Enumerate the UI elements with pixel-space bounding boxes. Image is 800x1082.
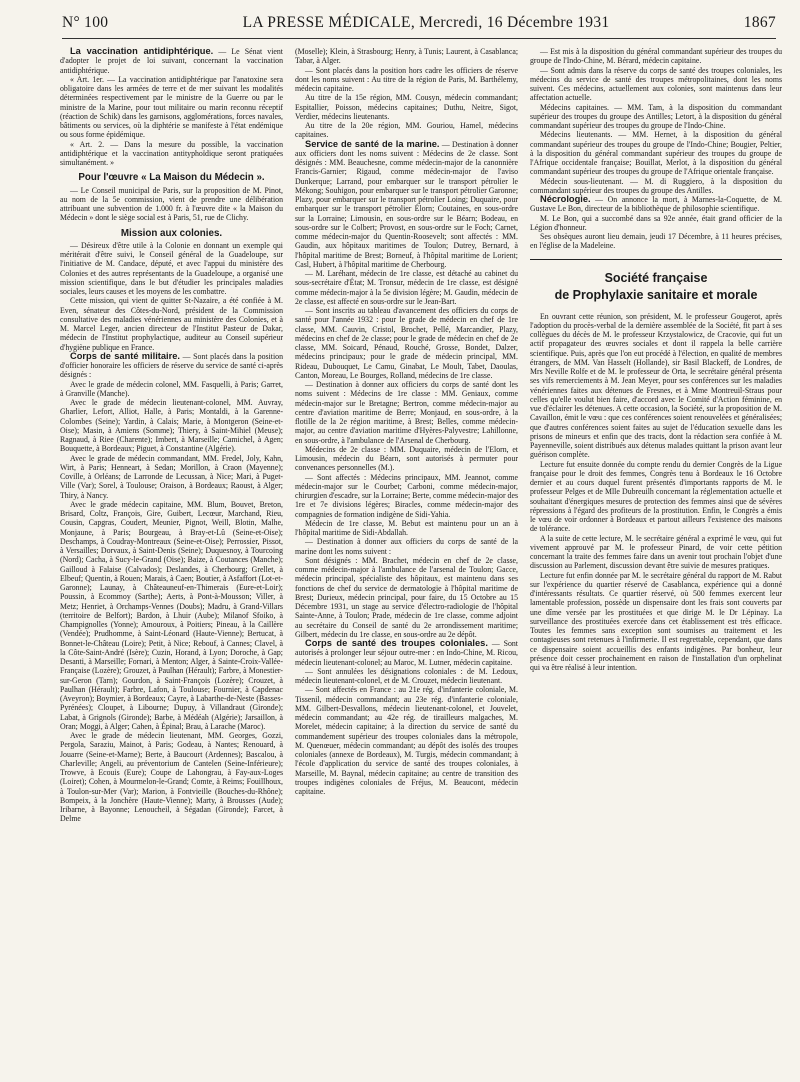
paragraph: Cette mission, qui vient de quitter St-Nazaire, a été confiée à M. Even, sénateur des Côtes-du-Nord, président de la Commission consultative des maladies vénériennes au ministère des Colonies, et à M. Marcel Leger, ancien directeur de l'Institut Pasteur de Dakar, médecin de l'Institut prophylactique, auditeur au Conseil supérieur d'hygiène publique en France. — [60, 296, 283, 352]
societe-title-line-1: Société française — [604, 270, 708, 285]
section-divider — [530, 259, 782, 260]
article-title: Nécrologie. — [540, 194, 591, 204]
paragraph: Médecins de 2e classe : MM. Duquaire, médecin de l'Elorn, et Limousin, médecin du Béarn, sont autorisés à permuter pour convenances personnelles (M.). — [295, 444, 518, 473]
paragraph: — Désireux d'être utile à la Colonie en donnant un exemple qui méritérait d'être suivi, le Conseil général de la Guadeloupe, sur l'initiative de M. Candace, député, et avec l'appui du ministère des Colonies et des autres représentants de la Guadeloupe, a organisé une mission scientifique, dans le but d'étudier les principales maladies sociales, leurs causes et les moyens de les combattre. — [60, 240, 283, 296]
paragraph: A la suite de cette lecture, M. le secrétaire général a exprimé le vœu, qui fut vivement approuvé par M. le professeur Pinard, de voir cette pétition concernant la traite des femmes faire dans un avenir tout prochain l'objet d'une discussion au Parlement, discussion devant être suivie de mesures pratiques. — [530, 533, 782, 571]
section-title-mission: Mission aux colonies. — [120, 227, 223, 239]
paragraph: (Moselle); Klein, à Strasbourg; Henry, à Tunis; Laurent, à Casablanca; Tabar, à Alger. — [295, 47, 518, 66]
paragraph: « Art. 2. — Dans la mesure du possible, la vaccination antidiphtérique et la vaccination antityphoïdique seront pratiquées simultanément. » — [60, 139, 283, 167]
column-1 — [60, 47, 283, 824]
paragraph: En ouvrant cette réunion, son président, M. le professeur Gougerot, après l'adoption du procès-verbal de la dernière assemblée de la Société, fit part à ses collègues du décès de M. le professeur Krzystalowicz, de Cracovie, qui fut un actif propagateur des œuvres sociales et dont il rappela la belle carrière scientifique. Puis, après que l'on eut procédé à l'élection, en qualité de membres étrangers, de MM. Van Hasselt (Hollande), sir Basil Blackeff, de Londres, de Mrs Neville Rolfe et de M. le professeur de Orta, le secrétaire général présenta ses vifs remerciements à M. Jean Meyer, pour ses conférences sur les maladies vénériennes faites aux détenues de Fresnes, et à Mme Montreuil-Straus pour celles qu'elle voulut bien faire, d'accord avec le Comité d'Action féminine, en vue d'éclairer les détenues. A cette occasion, la Société, sur la proposition de M. Cavaillon, émit le vœu : que ces conférences soient renouvelées et généralisées; que d'autres conférences soient faites au sujet de l'éducation sexuelle dans les prisons de mineurs et enfin que des tracts, dont la rédaction sera confiée à M. Payenneville, soient distribués aux détenus malades quittant la prison avant leur guérison complète. — [530, 311, 782, 460]
page-number: 1867 — [743, 14, 776, 31]
paragraph: — Destination à donner aux officiers du corps de santé de la marine dont les noms suivent : — [295, 537, 518, 556]
paragraph: — Sont placés dans la position hors cadre les officiers de réserve dont les noms suivent : Au titre de la région de Paris, M. Barthélemy, médecin capitaine. — [295, 65, 518, 93]
paragraph: Lecture fut enfin donnée par M. le secrétaire général du rapport de M. Rabut sur l'expérience du quartier réservé de Casablanca, expérience qui a donné d'intéressants résultats. Ce quartier réservé, où 500 femmes exercent leur lamentable profession, possède un dispensaire dont les frais sont couverts par une dîme versée par les prostituées et que dirige M. le Dr Lépinay. La surveillance des prostituées exercée dans cet établissement est très efficace. Toutes les femmes sans exception sont soumises au traitement et les contagieuses sont retenues à l'infirmerie. Il est regrettable, cependant, que dans ce dispensaire soient accueillis des enfants indigènes. Par bonheur, leur présence doit cesser prochainement en raison de l'installation d'un orphelinat qui va être réalisé à leur intention. — [530, 570, 782, 672]
article-title: Corps de santé des troupes coloniales. — [305, 638, 488, 648]
paragraph: Médecins capitaines. — MM. Tam, à la disposition du commandant supérieur des troupes du groupe des Antilles; Letort, à la disposition du général commandant supérieur des troupes du groupe de l'Indo-Chine. — [530, 102, 782, 130]
page-header — [62, 14, 776, 36]
article-title: Service de santé de la marine. — [305, 138, 440, 149]
section-title-maison: Pour l'œuvre « La Maison du Médecin ». — [78, 172, 265, 184]
paragraph: Médecins lieutenants. — MM. Hernet, à la disposition du général commandant supérieur des troupes du groupe de l'Indo-Chine; Bougier, Peltier, à la disposition du général commandant supérieur des troupes du groupe de l'Afrique occidentale française; Bouillat, Merlot, à la disposition du général commandant supérieur des troupes du groupe de l'Afrique orientale française. — [530, 130, 782, 177]
article-coloniales: Corps de santé des troupes coloniales. — Sont autorisés à prolonger leur séjour outre-mer : en Indo-Chine, M. Ricou, médecin lieutenant-colonel; au Maroc, M. Lutner, médecin capitaine. — [295, 638, 518, 667]
paragraph: Médecin de 1re classe, M. Bebut est maintenu pour un an à l'hôpital maritime de Sidi-Abdallah. — [295, 518, 518, 537]
societe-title-line-2: de Prophylaxie sanitaire et morale — [554, 287, 758, 302]
issue-number: N° 100 — [62, 14, 109, 31]
paragraph: « Art. 1er. — La vaccination antidiphtérique par l'anatoxine sera obligatoire dans les armées de terre et de mer suivant les modalités déterminées respectivement par le ministre de la Guerre ou par le ministre de la Marine, pour tout militaire ou marin reconnu réceptif (réaction de Schik) dans les garnisons, agglomérations, forces navales, bâtiments ou services, où la diphtérie se manifeste à l'état endémique ou sous forme épidémique. — [60, 74, 283, 140]
paragraph: Lecture fut ensuite donnée du compte rendu du dernier Congrès de la Ligue française pour le droit des femmes, Congrès tenu à Bordeaux le 16 Octobre dernier et au cours duquel furent présentés d'importants rapports de M. le professeur Pelges et de Mlle Dubreuilh concernant la réglementation actuelle et souhaitant d'énergiques mesures de protection des femmes ainsi que de sévères répressions à l'égard des profiteurs de la prostitution. Enfin, le Congrès a émis le vœu de voir ordonner à Bordeaux et partout ailleurs l'existence des maisons de tolérance. — [530, 459, 782, 534]
article-vaccination: La vaccination antidiphtérique. — Le Sénat vient d'adopter le projet de loi suivant, concernant la vaccination antidiphtérique. — [60, 46, 283, 75]
paragraph: — Sont admis dans la réserve du corps de santé des troupes coloniales, les médecins du service de santé des troupes métropolitaines, dont les noms suivent. Ces médecins, actuellement aux colonies, sont maintenus dans leur affectation actuelle. — [530, 65, 782, 103]
paragraph: Avec le grade de médecin colonel, MM. Fasquelli, à Paris; Garret, à Granville (Manche). — [60, 379, 283, 398]
paragraph: Avec le grade de médecin lieutenant-colonel, MM. Auvray, Gharlier, Lefort, Alliot, Halle, à Paris; Montaldi, à la Garenne-Colombes (Seine); Yardin, à Calais; Marie, à Montgeron (Seine-et-Oise); Masin, à Amiens (Somme); Thiery, à Saint-Mihiel (Meuse); Ragnaud, à Riee (Charente); Imbert, à Marseille; Camichel, à Agen; Bouquette, à Bordeaux; Piguet, à Constantine (Algérie). — [60, 398, 283, 454]
paragraph: Médecin sous-lieutenant. — M. di Ruggiero, à la disposition du commandant supérieur des troupes du groupe des Antilles. — [530, 176, 782, 195]
societe-heading — [530, 270, 782, 304]
paragraph: — Le Conseil municipal de Paris, sur la proposition de M. Pinot, au nom de la 5e commission, vient de prendre une délibération attribuant une subvention de 1.000 fr. à l'œuvre dite « la Maison du Médecin » dont le siège social est à Paris, 51, rue de Clichy. — [60, 185, 283, 223]
paragraph: — Destination à donner aux officiers du corps de santé dont les noms suivent : Médecins de 1re classe : MM. Geniaux, comme médecin-major sur le Bretagne; Bertron, comme médecin-major au centre d'aviation maritime de Berre; Monjaud, en sous-ordre, à la flotille de la 2e région maritime, à Brest; Belles, comme médecin-major, au centre d'aviation maritime d'Hyères-Palyvestre; Lahillonne, en sous-ordre, à l'ambulance de l'Arsenal de Cherbourg. — [295, 380, 518, 445]
paragraph: — Sont affectés en France : au 21e rég. d'infanterie coloniale, M. Tissenil, médecin commandant; au 23e rég. d'infanterie coloniale, MM. Gilbert-Desvallons, médecin lieutenant-colonel, et Jouvelet, médecin commandant; au 42e rég. de tirailleurs malgaches, M. Morelet, médecin capitaine; à la direction du service de santé du commandement supérieur des troupes coloniales dans la métropole, M. Quenœuer, médecin commandant; au dépôt des isolés des troupes coloniales (annexe de Bordeaux), M. Turgis, médecin commandant; à l'école d'application du service de santé des troupes coloniales, à Marseille, M. Baynal, médecin capitaine; au centre de transition des troupes indigènes coloniales de Fréjus, M. Beaucont, médecin capitaine. — [295, 685, 518, 796]
paragraph: — Sont affectés : Médecins principaux, MM. Jeannot, comme médecin-major sur le Courbet; Carboni, comme médecin-major, chirurgien d'escadre, sur la Lorraine; Berte, comme médecin-major des 1re et 7e divisions légères; Biracles, comme médecin-major des compagnies de formation indigène de Sidi-Yahia. — [295, 472, 518, 519]
paragraph: Avec le grade médecin capitaine, MM. Blum, Bouvet, Breton, Brisard, Coltz, François, Gire, Guibert, Lecœur, Marchand, Rieu, Cousin, Capgras, Coudert, Meunier, Pignot, Weill, Blotin, Malhe, Monjaune, à Paris; Bourgeau, à Bray-et-Lû (Seine-et-Oise); Deschamps, à Coudray-Montreaux (Seine-et-Oise); Perrossier, Pissot, à Versailles; Dorvaux, à Saint-Denis (Seine); Duquesnoy, à Tourcoing (Nord); Cacha, à Sucy-le-Grand (Oise); Baize, à Coutances (Manche); Gailloud à Falaise (Calvados); Deslandes, à Cherbourg; Grellet, à Elbeuf; Quentin, à Rouen; Marais, à Caen; Boutier, à Asfaffort (Lot-et-Garonne); Launay, à Châteauneuf-en-Thimerais (Eure-et-Loir); Poussin, à Ecommoy (Sarthe); Aerts, à Pont-à-Mousson; Viller, à Metz; Henriet, à Orchamps-Vennes (Doubs); Madru, à Grand-Villars (territoire de Belfort); Bardon, à Lhuir (Aube); Milanof Sfoiko, à Champignolles (Yonne); Amouroux, à Poitiers; Pineau, à la Caillère (Vendée); Prudhomme, à Saint-Léonard (Haute-Vienne); Bertucat, à Bonnet-le-Château (Loire); Petit, à Nice; Rebouf, à Cannes; Clavel, à la Côte-Saint-André (Isère); Cuzin, Horand, à Lyon; Doroche, à Gap; Desanti, à Marseille; Fornari, à Menton; Alger, à Sainte-Croix-Vallée-Française (Lozère); Grouzet, à Paulhan (Hérault); Farbre, à Monestier-sur-Geron (Tarn); Gourdon, à Saint-François (Lozère); Crouzet, à Paulhan (Hérault); Farbre, Lafon, à Toulouse; Fournier, à Capdenac (Aveyron); Boymier, à Bordeaux; Cayre, à Labarthe-de-Neste (Basses-Pyrénées); Cloupet, à Libourne; Dupuy, à Villandraut (Gironde); Labat, à Grignols (Gironde); Barbe, à Médéah (Algérie); Jarsaillon, à Oran; Moggi, à Alger; Cahen, à Épinal; Brau, à Larache (Maroc). — [60, 499, 283, 731]
paragraph: Sont désignés : MM. Brachet, médecin en chef de 2e classe, comme médecin-major à l'ambulance de l'arsenal de Toulon; Gacce, médecin principal, spécialiste des hôpitaux, est maintenu dans ses fonctions de chef du service de dermatologie à l'hôpital maritime de Brest; Durieux, médecin principal, pour faire, du 15 Octobre au 15 Décembre 1931, un stage au service d'électro-radiologie de l'hôpital Sainte-Anne, à Toulon; Prade, médecin de 1re classe, comme adjoint au secrétaire du Conseil de santé du 2e arrondissement maritime; Gilbert, médecin du 1re classe, en sous-ordre au 2e dépôt. — [295, 555, 518, 639]
paragraph: — Sont inscrits au tableau d'avancement des officiers du corps de santé pour l'année 1932 : pour le grade de médecin en chef de 1re classe, MM. Cauvin, Cristol, Brochet, Pellé, Marcandier, Plazy, médecins en chef de 2e classe; pour le grade de médecin en chef de 2e classe, MM. Soicard, Pénaud, Rouché, Grosse, Bondet, Dalzer, médecins principaux; pour le grade de médecin principal, MM. Rideau, Dubouquet, Le Camu, Ginabat, Le Moult, Tabet, Daoulas, Canton, Moreau, Le Bourges, Rolland, médecins de 1re classe. — [295, 306, 518, 380]
paragraph: Avec le grade de médecin lieutenant, MM. Georges, Gozzi, Pergola, Saraziu, Mainot, à Paris; Godeau, à Nantes; Renouard, à Jouarre (Seine-et-Marne); Berte, à Baucourt (Ardennes); Bascalou, à Charleville; Angeli, au préventorium de Cantelen (Seine-Inférieure); Trowve, à Ecouis (Eure); Coupe de Lahongrau, à Fay-aux-Loges (Loiret); Cohen, à Mourmelon-le-Grand; Comte, à Reims; Fouillhoux, à Toulon-sur-Mer (Var); Marion, à Fontvieille (Bouches-du-Rhône); Bompeix, à la Jonchère (Haute-Vienne); Marty, à Brousses (Aude); Iribarne, à Bayonne; Lenoucheil, à Ségadan (Gironde); Farcet, à Delme — [60, 731, 283, 824]
paragraph: — Sont annulées les désignations coloniales : de M. Ledoux, médecin lieutenant-colonel, et de M. Crouzet, médecin lieutenant. — [295, 666, 518, 685]
article-title: Corps de santé militaire. — [70, 350, 181, 361]
article-title: La vaccination antidiphtérique. — [70, 46, 214, 56]
article-corps-sante: Corps de santé militaire. — Sont placés dans la position d'officier honoraire les officiers de réserve du service de santé ci-après désignés : — [60, 350, 283, 380]
column-3 — [530, 47, 782, 672]
paragraph: Ses obsèques auront lieu demain, jeudi 17 Décembre, à 11 heures précises, en l'église de la Madeleine. — [530, 232, 782, 251]
article-necrologie: Nécrologie. — On annonce la mort, à Marnes-la-Coquette, de M. Gustave Le Bon, directeur de la bibliothèque de philosophie scientifique. — [530, 194, 782, 214]
paragraph: M. Le Bon, qui a succombé dans sa 92e année, était grand officier de la Légion d'honneur. — [530, 213, 782, 232]
paragraph: — M. Laréhant, médecin de 1re classe, est détaché au cabinet du sous-secrétaire d'État; M. Tronsur, médecin de 1re classe, est désigné comme médecin-major à la 5e division légère; M. Gaudin, médecin de 2e classe, est affecté en sous-ordre sur le Jean-Bart. — [295, 269, 518, 306]
column-2 — [295, 47, 518, 796]
article-marine: Service de santé de la marine. — Destination à donner aux officiers dont les noms suivent : Médecins de 2e classe. Sont désignés : MM. Beauchesne, comme médecin-major de la canonnière Francis-Garnier; Rigaud, comme médecin-major de l'aviso Dunkerque; Larrand, pour embarquer sur le transport pétrolier le Mékong; Souhigon, pour embarquer sur le transport pétrolier Garonne; Plazy, pour embarquer sur le transport pétrolier Loing; Duquaire, pour embarquer sur le transport pétrolier Élorn; Coutaines, en sous-ordre sur la Lorraine; Limousin, en sous-ordre sur le Béarn; Bodeau, en sous-ordre sur le Colbert; Provost, en sous-ordre sur le Foch; Carnet, comme médecin-major du Quentin-Roosevelt; sont affectés : MM. Gaudin, aux hôpitaux maritimes de Toulon; Dutrey, Bernard, à l'hôpital maritime de Brest; Borneuf, à l'hôpital maritime de Lorient; Casl, Hubert, à l'hôpital maritime de Cherbourg. — [295, 138, 518, 269]
paragraph: Avec le grade de médecin commandant, MM. Fredel, Joly, Kahn, Wirt, à Paris; Henneart, à Sedan; Morillon, à Craon (Mayenne); Coville, à Orléans; de Larronde de Lecussan, à Nice; Mari, à Puget-Ville (Var); Sorel, à Toulouse; Oraison, à Bordeaux; Raoust, à Alger; Thiry, à Nancy. — [60, 453, 283, 500]
paragraph: Au titre de la 20e région, MM. Gouriou, Hamel, médecins capitaines. — [295, 121, 518, 140]
header-rule — [62, 38, 776, 39]
paragraph: — Est mis à la disposition du général commandant supérieur des troupes du groupe de l'Indo-Chine, M. Bérard, médecin capitaine. — [530, 47, 782, 66]
paragraph: Au titre de la 15e région, MM. Cousyn, médecin commandant; Espitallier, Poisson, médecins capitaines; Duthu, Neitre, Sigot, Verdier, médecins lieutenants. — [295, 93, 518, 121]
journal-title: LA PRESSE MÉDICALE, Mercredi, 16 Décembre 1931 — [242, 14, 610, 31]
